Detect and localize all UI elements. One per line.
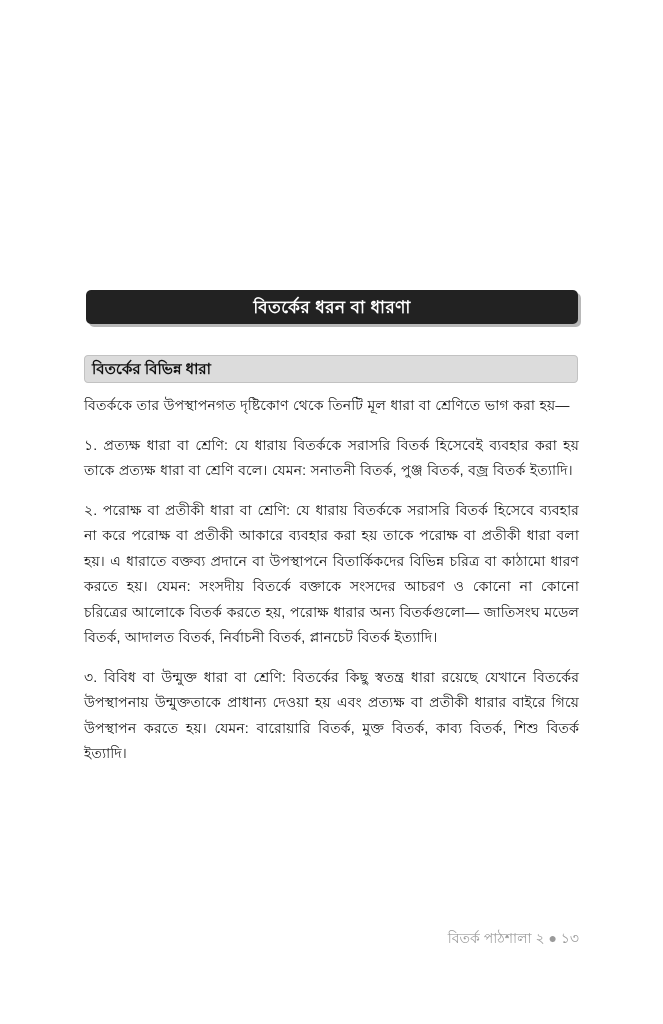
chapter-title: বিতর্কের ধরন বা ধারণা [253, 297, 411, 317]
page-footer [84, 930, 579, 948]
numbered-paragraph-2: ২. পরোক্ষ বা প্রতীকী ধারা বা শ্রেণি: যে ধারায় বিতর্ককে সরাসরি বিতর্ক হিসেবে ব্যবহার না করে পরোক্ষ বা প্রতীকী আকারে ব্যবহার করা হয় তাকে পরোক্ষ বা প্রতীকী ধারা বলা হয়। এ ধারাতে বক্তব্য প্রদানে বা উপস্থাপনে বিতার্কিকদের বিভিন্ন চরিত্র বা কাঠামো ধারণ করতে হয়। যেমন: সংসদীয় বিতর্কে বক্তাকে সংসদের আচরণ ও কোনো না কোনো চরিত্রের আলোকে বিতর্ক করতে হয়, পরোক্ষ ধারার অন্য বিতর্কগুলো— জাতিসংঘ মডেল বিতর্ক, আদালত বিতর্ক, নির্বাচনী বিতর্ক, প্লানচেট বিতর্ক ইত্যাদি। [84, 502, 579, 646]
chapter-title-bar [86, 290, 578, 324]
section-heading: বিতর্কের বিভিন্ন ধারা [92, 360, 212, 378]
footer-book-title-and-page-number: বিতর্ক পাঠশালা ২ ● ১৩ [447, 930, 579, 946]
numbered-paragraph-3: ৩. বিবিধ বা উন্মুক্ত ধারা বা শ্রেণি: বিতর্কের কিছু স্বতন্ত্র ধারা রয়েছে যেখানে বিতর্কের উপস্থাপনায় উন্মুক্ততাকে প্রাধান্য দেওয়া হয় এবং প্রত্যক্ষ বা প্রতীকী ধারার বাইরে গিয়ে উপস্থাপন করতে হয়। যেমন: বারোয়ারি বিতর্ক, মুক্ত বিতর্ক, কাব্য বিতর্ক, শিশু বিতর্ক ইত্যাদি। [84, 669, 579, 762]
intro-paragraph: বিতর্ককে তার উপস্থাপনগত দৃষ্টিকোণ থেকে তিনটি মূল ধারা বা শ্রেণিতে ভাগ করা হয়— [84, 398, 570, 414]
body-text-column [84, 394, 579, 768]
section-heading-box [84, 355, 578, 383]
numbered-paragraph-1: ১. প্রত্যক্ষ ধারা বা শ্রেণি: যে ধারায় বিতর্ককে সরাসরি বিতর্ক হিসেবেই ব্যবহার করা হয় তাকে প্রত্যক্ষ ধারা বা শ্রেণি বলে। যেমন: সনাতনী বিতর্ক, পুঞ্জ বিতর্ক, বজ্র বিতর্ক ইত্যাদি। [84, 437, 579, 479]
